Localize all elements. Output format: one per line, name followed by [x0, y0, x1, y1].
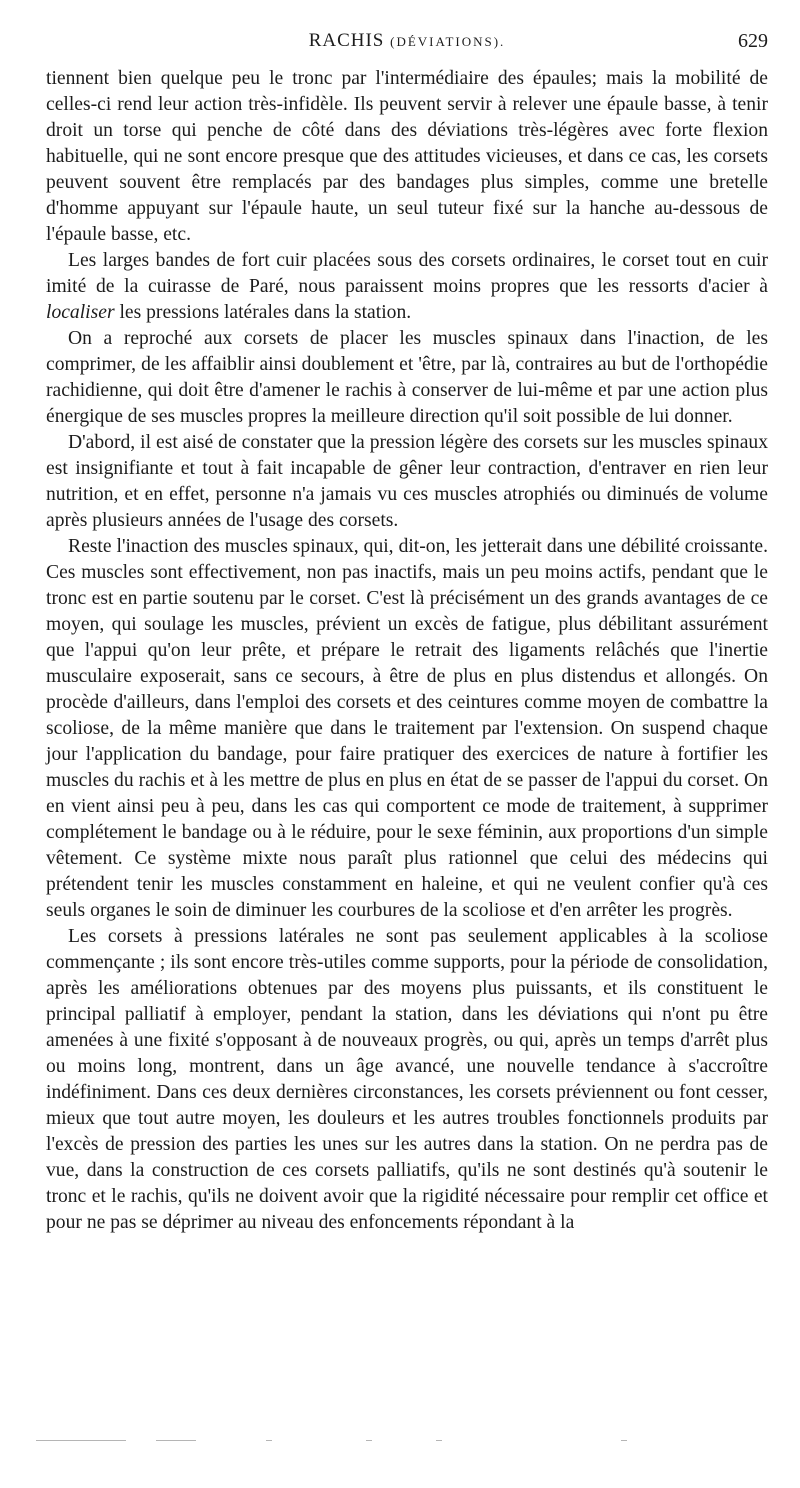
running-title-subtitle: (DÉVIATIONS).: [390, 34, 506, 49]
page-edge-marks: [36, 1440, 636, 1446]
paragraph-3: On a reproché aux corsets de placer les muscles spinaux dans l'inaction, de les comprimer, de les affaiblir ainsi doublement et 'être, par là, contraires au but de l'orthopédie rachidienne, qui doit être d'amener le rachis à conserver de lui-même et par une action plus énergique de ses muscles propres la meilleure direction qu'il soit possible de lui donner.: [46, 328, 768, 427]
paragraph-4: D'abord, il est aisé de constater que la pression légère des corsets sur les muscles spinaux est insignifiante et tout à fait incapable de gêner leur contraction, d'entraver en rien leur nutrition, et en effet, personne n'a jamais vu ces muscles atrophiés ou diminués de volume après plusieurs années de l'usage des corsets.: [46, 432, 768, 531]
page-number: 629: [738, 30, 768, 52]
paragraph-2-text-before: Les larges bandes de fort cuir placées sous des corsets ordinaires, le corset tout en cuir imité de la cuirasse de Paré, nous paraissent moins propres que les ressorts d'acier à: [46, 250, 768, 297]
body-text: [46, 66, 768, 1236]
paragraph-5: Reste l'inaction des muscles spinaux, qui, dit-on, les jetterait dans une débilité croissante. Ces muscles sont effectivement, non pas inactifs, mais un peu moins actifs, pendant que le tronc est en partie soutenu par le corset. C'est là précisément un des grands avantages de ce moyen, qui soulage les muscles, prévient un excès de fatigue, plus débilitant assurément que l'appui qu'on leur prête, et prépare le retrait des ligaments relâchés que l'inertie musculaire exposerait, sans ce secours, à être de plus en plus distendus et allongés. On procède d'ailleurs, dans l'emploi des corsets et des ceintures comme moyen de combattre la scoliose, de la même manière que dans le traitement par l'extension. On suspend chaque jour l'application du bandage, pour faire pratiquer des exercices de nature à fortifier les muscles du rachis et à les mettre de plus en plus en état de se passer de l'appui du corset. On en vient ainsi peu à peu, dans les cas qui comportent ce mode de traitement, à supprimer complétement le bandage ou à le réduire, pour le sexe féminin, aux proportions d'un simple vêtement. Ce système mixte nous paraît plus rationnel que celui des médecins qui prétendent tenir les muscles constamment en haleine, et qui ne veulent confier qu'à ces seuls organes le soin de diminuer les courbures de la scoliose et d'en arrêter les progrès.: [46, 536, 768, 921]
running-title-main: RACHIS: [308, 30, 385, 51]
paragraph-1: tiennent bien quelque peu le tronc par l'intermédiaire des épaules; mais la mobilité de celles-ci rend leur action très-infidèle. Ils peuvent servir à relever une épaule basse, à tenir droit un torse qui penche de côté dans des déviations très-légères avec forte flexion habituelle, qui ne sont encore presque que des attitudes vicieuses, et dans ce cas, les corsets peuvent souvent être remplacés par des bandages plus simples, comme une bretelle d'homme appuyant sur l'épaule haute, un seul tuteur fixé sur la hanche au-dessous de l'épaule basse, etc.: [46, 68, 768, 245]
running-head: [46, 30, 768, 58]
paragraph-2-text-after: les pressions latérales dans la station.: [114, 302, 412, 323]
paragraph-6: Les corsets à pressions latérales ne sont pas seulement applicables à la scoliose commençante ; ils sont encore très-utiles comme supports, pour la période de consolidation, après les améliorations obtenues par des moyens plus puissants, et ils constituent le principal palliatif à employer, pendant la station, dans les déviations qui n'ont pu être amenées à une fixité s'opposant à de nouveaux progrès, ou qui, après un temps d'arrêt plus ou moins long, montrent, dans un âge avancé, une nouvelle tendance à s'accroître indéfiniment. Dans ces deux dernières circonstances, les corsets préviennent ou font cesser, mieux que tout autre moyen, les douleurs et les autres troubles fonctionnels produits par l'excès de pression des parties les unes sur les autres dans la station. On ne perdra pas de vue, dans la construction de ces corsets palliatifs, qu'ils ne sont destinés qu'à soutenir le tronc et le rachis, qu'ils ne doivent avoir que la rigidité nécessaire pour remplir cet office et pour ne pas se déprimer au niveau des enfoncements répondant à la: [46, 926, 768, 1233]
running-title: [46, 30, 768, 52]
paragraph-2: [46, 248, 768, 326]
paragraph-2-emphasis: localiser: [46, 302, 115, 323]
